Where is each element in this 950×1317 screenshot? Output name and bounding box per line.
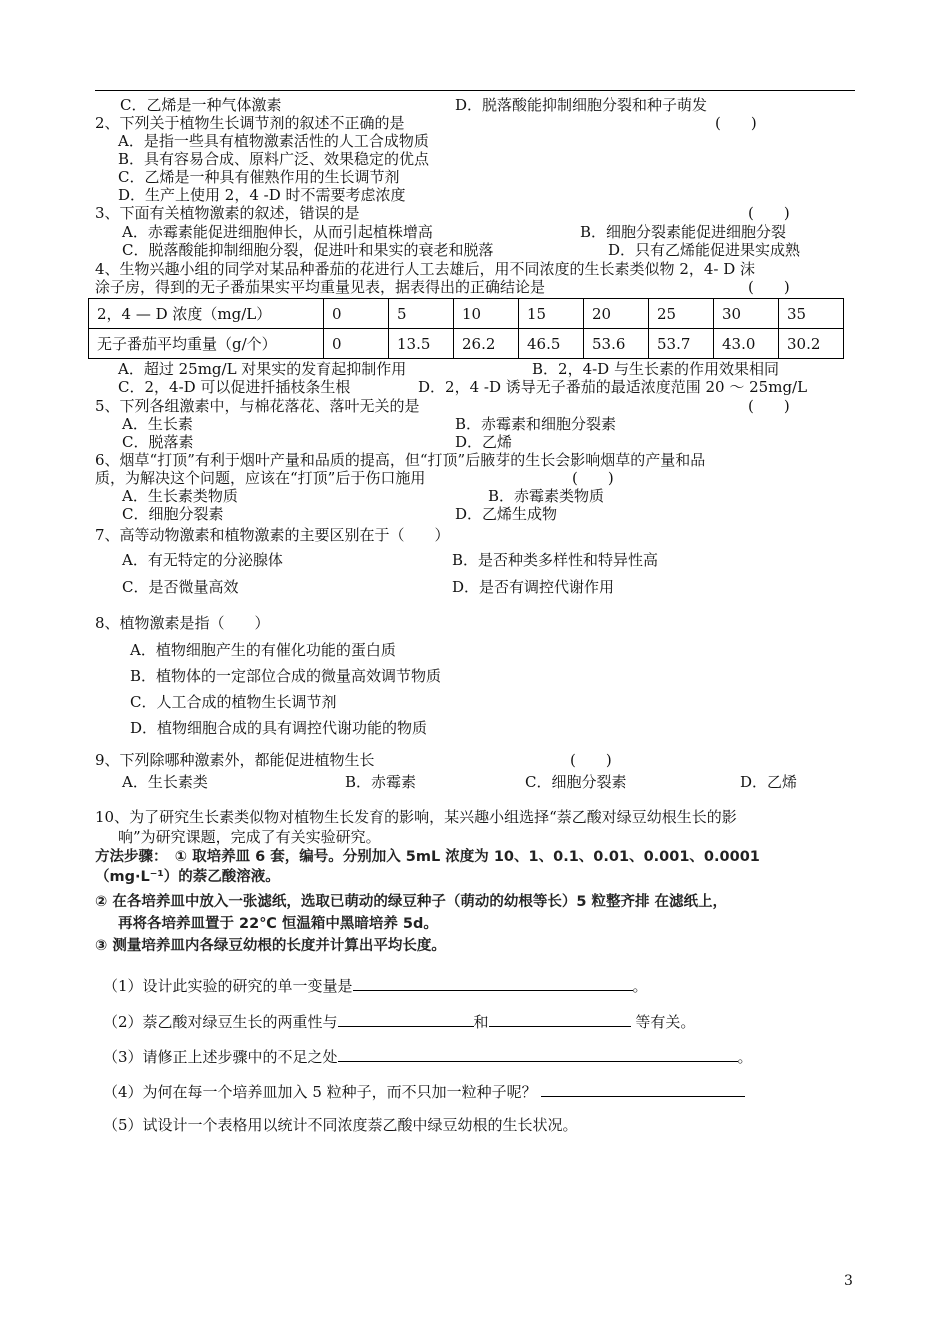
- table-cell: 35: [779, 299, 844, 329]
- q10-method-line2: （mg·L⁻¹）的萘乙酸溶液。: [95, 869, 280, 885]
- table-cell: 26.2: [454, 329, 519, 359]
- q8-option-c: C．人工合成的植物生长调节剂: [130, 693, 337, 711]
- q10-sub4-text: （4）为何在每一个培养皿加入 5 粒种子，而不只加一粒种子呢？: [103, 1083, 537, 1101]
- q10-sub3-end: 。: [737, 1048, 753, 1066]
- q10-method-line5: ③ 测量培养皿内各绿豆幼根的长度并计算出平均长度。: [95, 938, 446, 954]
- q6-option-c: C．细胞分裂素: [122, 505, 224, 523]
- q10-sub1: [103, 976, 648, 995]
- q10-sub3-text: （3）请修正上述步骤中的不足之处: [103, 1048, 338, 1066]
- q10-sub3: [103, 1047, 753, 1066]
- table-row-weight: [89, 329, 844, 359]
- q10-sub4-blank[interactable]: [541, 1082, 745, 1097]
- q6-answer-paren[interactable]: ( ): [572, 469, 614, 487]
- q10-method-line1: 方法步骤： ① 取培养皿 6 套，编号。分别加入 5mL 浓度为 10、1、0.1、0.01、0.001、0.0001: [95, 849, 760, 865]
- table-cell: 30: [714, 299, 779, 329]
- q3-stem: 3、下面有关植物激素的叙述，错误的是: [95, 204, 360, 222]
- q8-option-a: A．植物细胞产生的有催化功能的蛋白质: [130, 641, 396, 659]
- table-cell: 5: [389, 299, 454, 329]
- q3-answer-paren[interactable]: ( ): [748, 204, 790, 222]
- q10-stem-line2: 响”为研究课题，完成了有关实验研究。: [118, 828, 381, 846]
- q8-option-d: D．植物细胞合成的具有调控代谢功能的物质: [130, 719, 428, 737]
- q10-sub2-end: 等有关。: [635, 1013, 696, 1031]
- q4-option-a: A．超过 25mg/L 对果实的发育起抑制作用: [118, 360, 407, 378]
- q10-sub3-blank[interactable]: [338, 1047, 738, 1062]
- q5-option-d: D．乙烯: [455, 433, 513, 451]
- q5-stem: 5、下列各组激素中，与棉花落花、落叶无关的是: [95, 397, 420, 415]
- q10-sub1-end: 。: [632, 977, 648, 995]
- q1-option-c: C．乙烯是一种气体激素: [120, 96, 282, 114]
- table-cell: 0: [324, 329, 389, 359]
- q10-sub2-text: （2）萘乙酸对绿豆生长的两重性与: [103, 1013, 338, 1031]
- q7-stem: 7、高等动物激素和植物激素的主要区别在于（ ）: [95, 526, 450, 544]
- q10-sub2: [103, 1012, 695, 1031]
- table-cell: 30.2: [779, 329, 844, 359]
- table-cell: 10: [454, 299, 519, 329]
- q3-option-c: C．脱落酸能抑制细胞分裂，促进叶和果实的衰老和脱落: [122, 241, 494, 259]
- q5-option-c: C．脱落素: [122, 433, 194, 451]
- q5-option-a: A．生长素: [122, 415, 193, 433]
- page-number: 3: [844, 1273, 853, 1289]
- q9-option-b: B．赤霉素: [345, 773, 417, 791]
- table-cell: 43.0: [714, 329, 779, 359]
- q6-option-d: D．乙烯生成物: [455, 505, 558, 523]
- q10-sub5: （5）试设计一个表格用以统计不同浓度萘乙酸中绿豆幼根的生长状况。: [103, 1116, 578, 1134]
- q9-option-c: C．细胞分裂素: [525, 773, 627, 791]
- q2-option-d: D．生产上使用 2，4 -D 时不需要考虑浓度: [118, 186, 406, 204]
- q10-stem-line1: 10、为了研究生长素类似物对植物生长发育的影响，某兴趣小组选择“萘乙酸对绿豆幼根生长的影: [95, 808, 737, 826]
- q3-option-d: D．只有乙烯能促进果实成熟: [608, 241, 801, 259]
- q6-option-b: B．赤霉素类物质: [488, 487, 605, 505]
- q5-answer-paren[interactable]: ( ): [748, 397, 790, 415]
- q9-stem: 9、下列除哪种激素外，都能促进植物生长: [95, 751, 375, 769]
- q2-option-c: C．乙烯是一种具有催熟作用的生长调节剂: [118, 168, 400, 186]
- table-header-concentration: 2，4 — D 浓度（mg/L）: [89, 299, 324, 329]
- q2-option-a: A．是指一些具有植物激素活性的人工合成物质: [118, 132, 429, 150]
- table-cell: 46.5: [519, 329, 584, 359]
- q4-option-c: C．2，4-D 可以促进扦插枝条生根: [118, 378, 351, 396]
- q10-sub2-blank1[interactable]: [338, 1012, 474, 1027]
- table-cell: 13.5: [389, 329, 454, 359]
- table-cell: 15: [519, 299, 584, 329]
- table-cell: 53.6: [584, 329, 649, 359]
- q3-option-b: B．细胞分裂素能促进细胞分裂: [580, 223, 787, 241]
- q4-option-b: B．2，4-D 与生长素的作用效果相同: [532, 360, 779, 378]
- q10-sub1-text: （1）设计此实验的研究的单一变量是: [103, 977, 353, 995]
- q6-stem-line2: 质，为解决这个问题，应该在“打顶”后于伤口施用: [95, 469, 426, 487]
- q2-option-b: B．具有容易合成、原料广泛、效果稳定的优点: [118, 150, 430, 168]
- q4-answer-paren[interactable]: ( ): [748, 278, 790, 296]
- q8-option-b: B．植物体的一定部位合成的微量高效调节物质: [130, 667, 442, 685]
- q3-option-a: A．赤霉素能促进细胞伸长，从而引起植株增高: [122, 223, 433, 241]
- q4-option-d: D．2，4 -D 诱导无子番茄的最适浓度范围 20 ～ 25mg/L: [418, 378, 808, 396]
- q10-sub2-blank2[interactable]: [489, 1012, 631, 1027]
- q10-sub4: [103, 1082, 745, 1101]
- q10-method-line4: 再将各培养皿置于 22℃ 恒温箱中黑暗培养 5d。: [118, 916, 438, 932]
- q6-stem-line1: 6、烟草“打顶”有利于烟叶产量和品质的提高，但“打顶”后腋芽的生长会影响烟草的产量和品: [95, 451, 706, 469]
- q8-stem: 8、植物激素是指（ ）: [95, 614, 270, 632]
- header-rule: [95, 90, 855, 91]
- q10-sub2-and: 和: [473, 1013, 489, 1031]
- q2-answer-paren[interactable]: ( ): [715, 114, 757, 132]
- q7-option-a: A．有无特定的分泌腺体: [122, 551, 283, 569]
- q10-sub1-blank[interactable]: [353, 976, 633, 991]
- q4-data-table: [88, 298, 844, 359]
- q5-option-b: B．赤霉素和细胞分裂素: [455, 415, 617, 433]
- q9-option-d: D．乙烯: [740, 773, 798, 791]
- table-row-concentration: [89, 299, 844, 329]
- q6-option-a: A．生长素类物质: [122, 487, 238, 505]
- q7-option-c: C．是否微量高效: [122, 578, 239, 596]
- q4-stem-line2: 涂子房，得到的无子番茄果实平均重量见表，据表得出的正确结论是: [95, 278, 546, 296]
- q10-method-line3: ② 在各培养皿中放入一张滤纸，选取已萌动的绿豆种子（萌动的幼根等长）5 粒整齐排 在滤纸上，: [95, 894, 728, 910]
- q2-stem: 2、下列关于植物生长调节剂的叙述不正确的是: [95, 114, 405, 132]
- q4-stem-line1: 4、生物兴趣小组的同学对某品种番茄的花进行人工去雄后，用不同浓度的生长素类似物 2，4- D 沫: [95, 260, 756, 278]
- table-header-weight: 无子番茄平均重量（g/个）: [89, 329, 324, 359]
- q7-option-b: B．是否种类多样性和特异性高: [452, 551, 659, 569]
- table-cell: 53.7: [649, 329, 714, 359]
- q9-answer-paren[interactable]: ( ): [570, 751, 612, 769]
- table-cell: 20: [584, 299, 649, 329]
- table-cell: 25: [649, 299, 714, 329]
- q1-option-d: D．脱落酸能抑制细胞分裂和种子萌发: [455, 96, 708, 114]
- q9-option-a: A．生长素类: [122, 773, 208, 791]
- table-cell: 0: [324, 299, 389, 329]
- q7-option-d: D．是否有调控代谢作用: [452, 578, 615, 596]
